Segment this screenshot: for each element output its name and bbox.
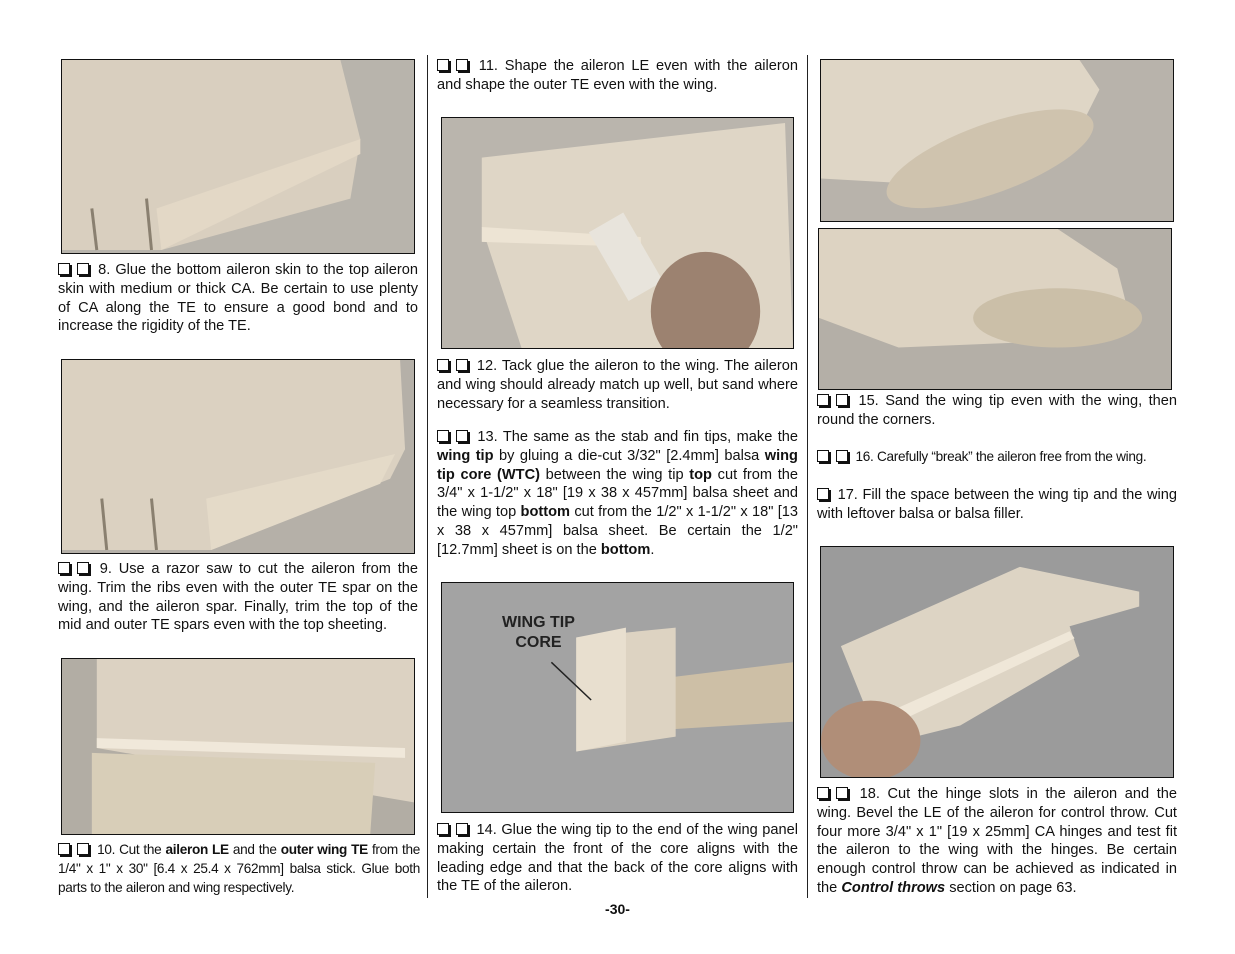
step-10 [58,841,420,897]
checkbox-icon[interactable] [817,394,829,406]
step-text: Cut the [119,842,162,857]
step-text: Sand the wing tip even with the wing, then round the corners. [817,393,1177,428]
checkbox-icon[interactable] [456,359,468,371]
step-text: by gluing a die-cut 3/32" [2.4mm] balsa [499,447,760,464]
step-text-bold: bottom [520,504,570,521]
checkbox-icon[interactable] [77,562,89,574]
step-text-bold: outer wing TE [280,842,368,857]
step-text: from the 1/4" x 1" x 30" [6.4 x 25.4 x 762mm] balsa stick. Glue both parts to the aileron and wing respectively. [58,842,420,895]
step-number: 9. [99,561,112,577]
step-14 [437,821,798,896]
checkbox-icon[interactable] [77,843,89,855]
step-text: . [650,541,655,558]
step-number: 8. [98,262,111,278]
step-number: 15. [858,393,879,409]
checkbox-icon[interactable] [437,430,449,442]
checkbox-icon[interactable] [836,450,848,462]
step-text-bold-italic: Control throws [841,879,946,896]
step-8 [58,261,418,336]
photo-cut-aileron [61,359,415,554]
step-text-bold: aileron LE [165,842,229,857]
step-text: Tack glue the aileron to the wing. The aileron and wing should already match up well, but sand where necessary for a seamless transition. [437,358,798,412]
checkbox-icon[interactable] [456,430,468,442]
checkbox-icon[interactable] [437,823,449,835]
checkbox-icon[interactable] [58,843,70,855]
step-text-bold: bottom [600,541,651,558]
step-number: 14. [476,822,497,838]
step-18 [817,785,1177,898]
step-text: Glue the wing tip to the end of the wing panel making certain the front of the core aligns with the leading edge and that the back of the core aligns with the TE of the aileron. [437,822,798,895]
step-text: cut from the 1/2" x 1-1/2" x 18" [13 x 38 x 457mm] balsa sheet. Be certain the 1/2" [12.7mm] sheet is on the [437,504,798,558]
step-number: 18. [859,786,880,802]
checkbox-icon[interactable] [817,787,829,799]
photo-hinge-slots [820,546,1174,778]
checkbox-icon[interactable] [456,59,468,71]
column-divider-right [807,55,808,898]
step-16 [817,448,1179,467]
checkbox-icon[interactable] [817,450,829,462]
photo-callout-label [502,613,575,653]
step-9 [58,560,418,635]
step-text: cut from the 3/4" x 1-1/2" x 18" [19 x 38 x 457mm] balsa sheet and the wing top [437,466,798,521]
step-text-bold: wing tip core (WTC) [437,447,798,483]
step-text: between the wing tip [545,466,684,483]
step-text: section on page 63. [949,879,1077,896]
step-text: Carefully “break” the aileron free from the wing. [876,449,1147,464]
step-text: and the [232,842,277,857]
photo-wing-tip-core [441,582,794,813]
step-number: 13. [477,429,498,445]
step-text: The same as the stab and fin tips, make the [502,429,798,445]
step-text: Shape the aileron LE even with the aileron and shape the outer TE even with the wing. [437,58,799,93]
step-11 [437,57,798,95]
step-number: 16. [855,449,874,464]
step-17 [817,486,1177,524]
step-number: 12. [476,358,498,374]
step-13 [437,428,798,560]
checkbox-icon[interactable] [817,488,829,500]
step-text: Cut the hinge slots in the aileron and the wing. Bevel the LE of the aileron for control throw. Cut four more 3/4" x 1" [19 x 25mm] CA hinges and test fit the aileron to the wing with the hinges. Be certain enough control throw can be achieved as indicated in the [817,786,1177,896]
photo-aileron-le [61,658,415,835]
step-text-bold: top [689,466,712,483]
callout-line: WING TIP [502,614,575,631]
step-text: Fill the space between the wing tip and the wing with leftover balsa or balsa filler. [817,487,1177,522]
step-text-bold: wing tip [437,447,494,464]
step-number: 11. [478,58,498,74]
step-text: Use a razor saw to cut the aileron from the wing. Trim the ribs even with the outer TE spar on the wing, and the aileron spar. Finally, trim the top of the mid and outer TE spars even with the top sheeting. [58,561,418,634]
step-number: 10. [97,842,116,857]
callout-line: CORE [515,634,562,651]
step-text: Glue the bottom aileron skin to the top aileron skin with medium or thick CA. Be certain to use plenty of CA along the TE to ensure a good bond and to increase the rigidity of the TE. [58,262,418,335]
page-number: -30- [605,901,630,917]
step-15 [817,392,1177,430]
step-12 [437,357,798,413]
column-divider-left [427,55,428,898]
checkbox-icon[interactable] [77,263,89,275]
photo-wing-tip-rounded [818,228,1172,390]
checkbox-icon[interactable] [58,263,70,275]
checkbox-icon[interactable] [836,787,848,799]
step-number: 17. [837,487,858,503]
checkbox-icon[interactable] [836,394,848,406]
photo-aileron-skin [61,59,415,254]
photo-wing-tip-sanded [820,59,1174,222]
checkbox-icon[interactable] [58,562,70,574]
checkbox-icon[interactable] [456,823,468,835]
checkbox-icon[interactable] [437,59,449,71]
checkbox-icon[interactable] [437,359,449,371]
photo-shape-aileron [441,117,794,349]
